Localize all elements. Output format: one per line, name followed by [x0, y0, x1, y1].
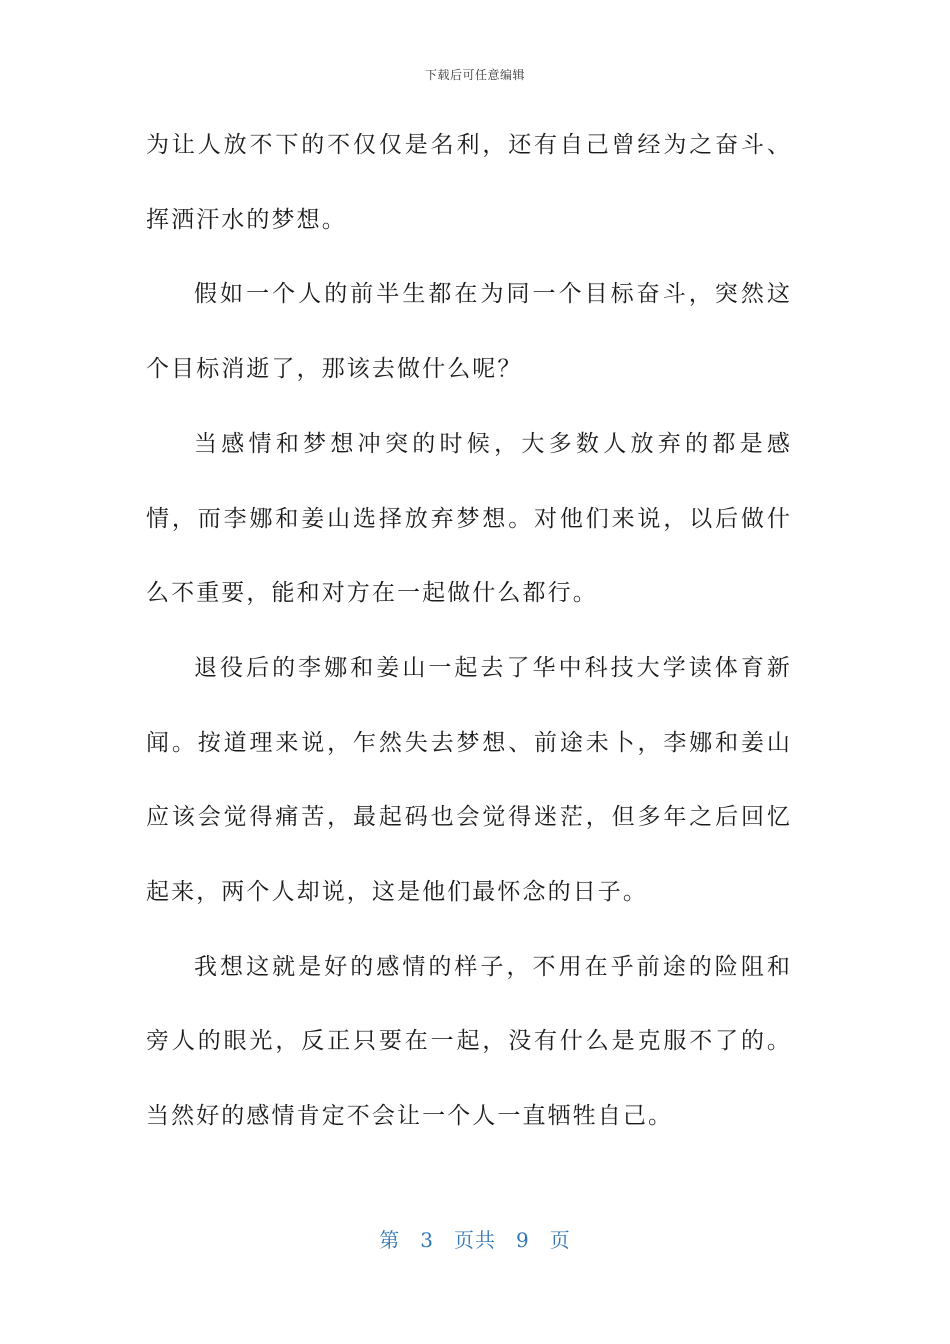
paragraph-5: 我想这就是好的感情的样子，不用在乎前途的险阻和旁人的眼光，反正只要在一起，没有什么是克服不了的。当然好的感情肯定不会让一个人一直牺牲自己。	[146, 953, 792, 1130]
body-text	[146, 108, 792, 1154]
paragraph-4: 退役后的李娜和姜山一起去了华中科技大学读体育新闻。按道理来说，乍然失去梦想、前途未卜，李娜和姜山应该会觉得痛苦，最起码也会觉得迷茫，但多年之后回忆起来，两个人却说，这是他们最怀念的日子。	[146, 654, 792, 906]
paragraph-1: 为让人放不下的不仅仅是名利，还有自己曾经为之奋斗、挥洒汗水的梦想。	[146, 132, 792, 233]
footer-suffix: 页	[549, 1228, 571, 1252]
footer-prefix: 第	[379, 1228, 401, 1252]
paragraph-2: 假如一个人的前半生都在为同一个目标奋斗，突然这个目标消逝了，那该去做什么呢？	[146, 281, 792, 383]
paragraph-3: 当感情和梦想冲突的时候，大多数人放弃的都是感情，而李娜和姜山选择放弃梦想。对他们来说，以后做什么不重要，能和对方在一起做什么都行。	[146, 430, 792, 607]
current-page-number: 3	[420, 1228, 434, 1252]
page-footer	[0, 1224, 950, 1253]
footer-middle: 页共	[454, 1228, 496, 1252]
page-header: 下载后可任意编辑	[424, 68, 525, 82]
total-pages-number: 9	[516, 1228, 530, 1252]
